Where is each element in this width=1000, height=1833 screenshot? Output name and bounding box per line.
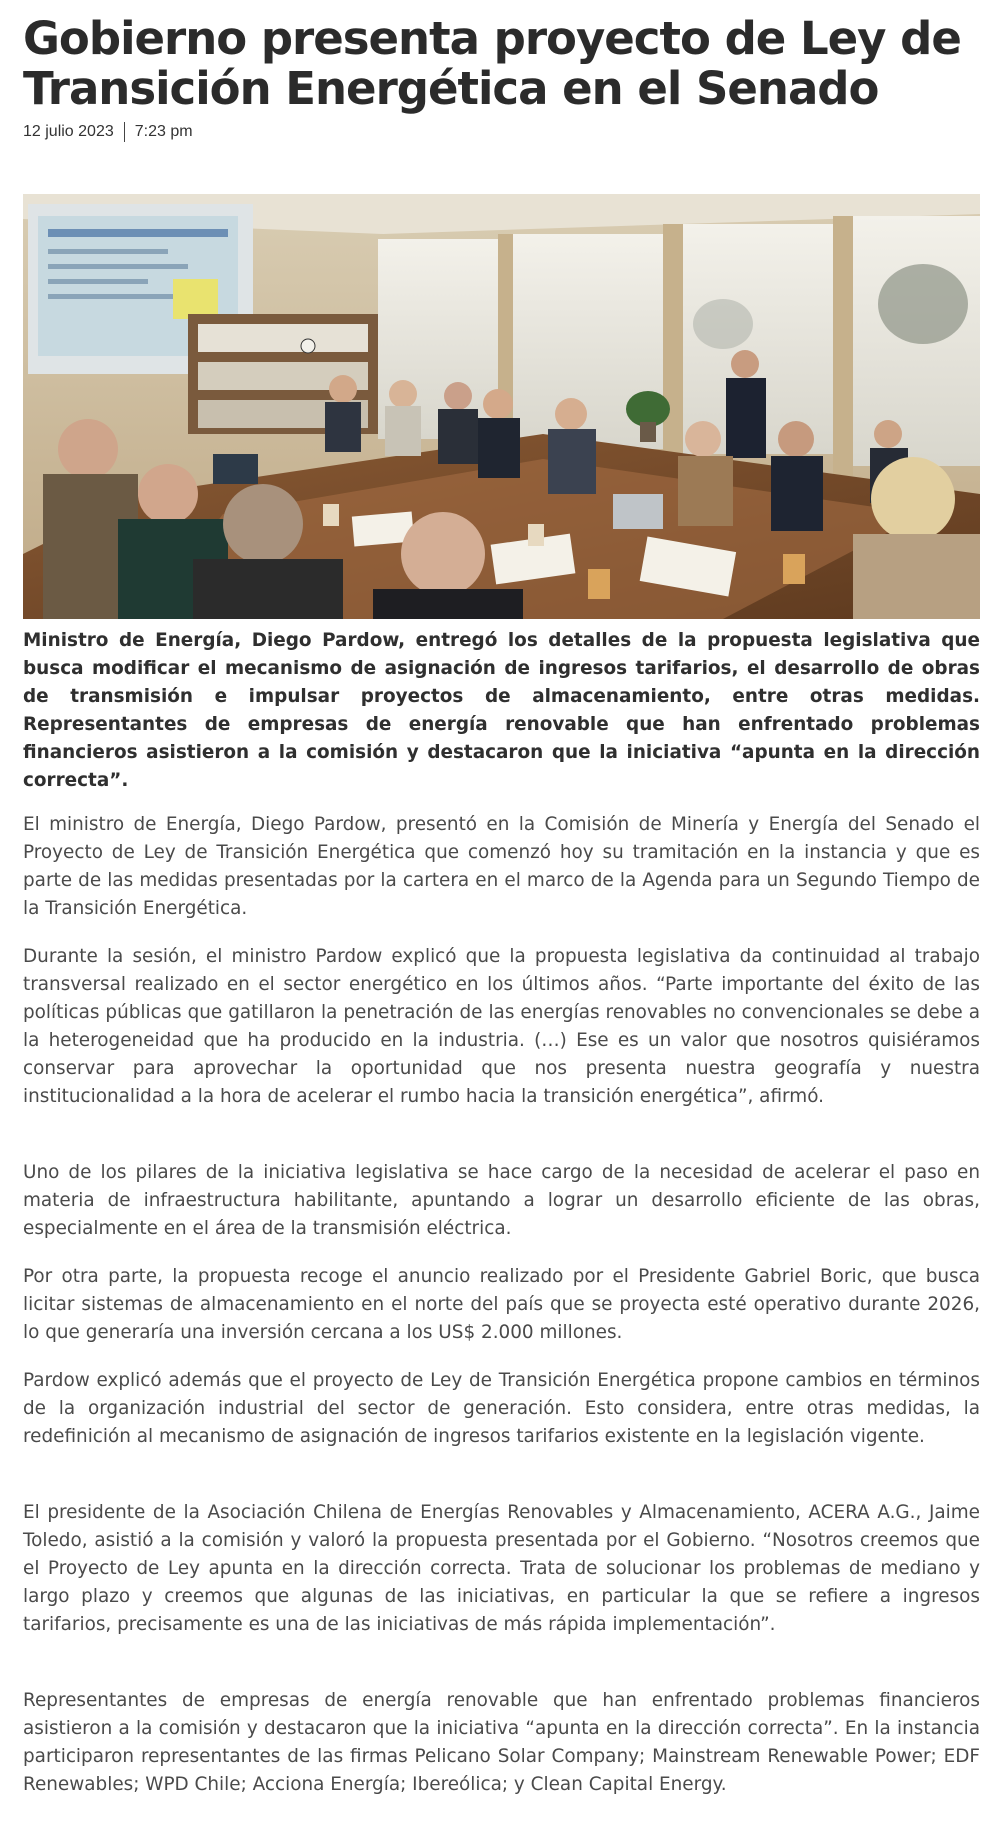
article-paragraph: El presidente de la Asociación Chilena de Energías Renovables y Almacenamiento, ACERA A.G., Jaime Toledo, asistió a la comisión y valoró la propuesta presentada por el Gobierno. “Nosotros creemos que el Proyecto de Ley apunta en la dirección correcta. Trata de solucionar los problemas de mediano y largo plazo y creemos que algunas de las iniciativas, en particular la que se refiere a ingresos tarifarios, precisamente es una de las iniciativas de más rápida implementación”.	[23, 1502, 980, 1635]
article-paragraph: Durante la sesión, el ministro Pardow explicó que la propuesta legislativa da continuidad al trabajo transversal realizado en el sector energético en los últimos años. “Parte importante del éxito de las políticas públicas que gatillaron la penetración de las energías renovables no convencionales se debe a la heterogeneidad que ha producido en la industria. (…) Ese es un valor que nosotros quisiéramos conservar para aprovechar la oportunidad que nos presenta nuestra geografía y nuestra institucionalidad a la hora de acelerar el rumbo hacia la transición energética”, afirmó.	[23, 946, 980, 1107]
article-meta	[23, 122, 193, 142]
article-paragraph: El ministro de Energía, Diego Pardow, presentó en la Comisión de Minería y Energía del Senado el Proyecto de Ley de Transición Energética que comenzó hoy su tramitación en la instancia y que es parte de las medidas presentadas por la cartera en el marco de la Agenda para un Segundo Tiempo de la Transición Energética.	[23, 814, 980, 919]
article-photo	[23, 194, 980, 619]
article-paragraph: Por otra parte, la propuesta recoge el anuncio realizado por el Presidente Gabriel Boric, que busca licitar sistemas de almacenamiento en el norte del país que se proyecta esté operativo durante 2026, lo que generaría una inversión cercana a los US$ 2.000 millones.	[23, 1266, 980, 1343]
article-paragraph: Uno de los pilares de la iniciativa legislativa se hace cargo de la necesidad de acelerar el paso en materia de infraestructura habilitante, apuntando a lograr un desarrollo eficiente de las obras, especialmente en el área de la transmisión eléctrica.	[23, 1162, 980, 1239]
article-title: Gobierno presenta proyecto de Ley de Transición Energética en el Senado	[23, 12, 961, 115]
article-time: 7:23 pm	[134, 123, 193, 140]
article-paragraph: Representantes de empresas de energía renovable que han enfrentado problemas financieros asistieron a la comisión y destacaron que la iniciativa “apunta en la dirección correcta”. En la instancia participaron representantes de las firmas Pelicano Solar Company; Mainstream Renewable Power; EDF Renewables; WPD Chile; Acciona Energía; Ibereólica; y Clean Capital Energy.	[23, 1690, 980, 1795]
meeting-room-photo	[23, 194, 980, 619]
article-lead: Ministro de Energía, Diego Pardow, entregó los detalles de la propuesta legislativa que busca modificar el mecanismo de asignación de ingresos tarifarios, el desarrollo de obras de transmisión e impulsar proyectos de almacenamiento, entre otras medidas. Representantes de empresas de energía renovable que han enfrentado problemas financieros asistieron a la comisión y destacaron que la iniciativa “apunta en la dirección correcta”.	[23, 630, 980, 791]
article-date: 12 julio 2023	[23, 123, 114, 140]
article-paragraph: Pardow explicó además que el proyecto de Ley de Transición Energética propone cambios en términos de la organización industrial del sector de generación. Esto considera, entre otras medidas, la redefinición al mecanismo de asignación de ingresos tarifarios existente en la legislación vigente.	[23, 1370, 980, 1447]
meta-divider	[124, 122, 125, 142]
